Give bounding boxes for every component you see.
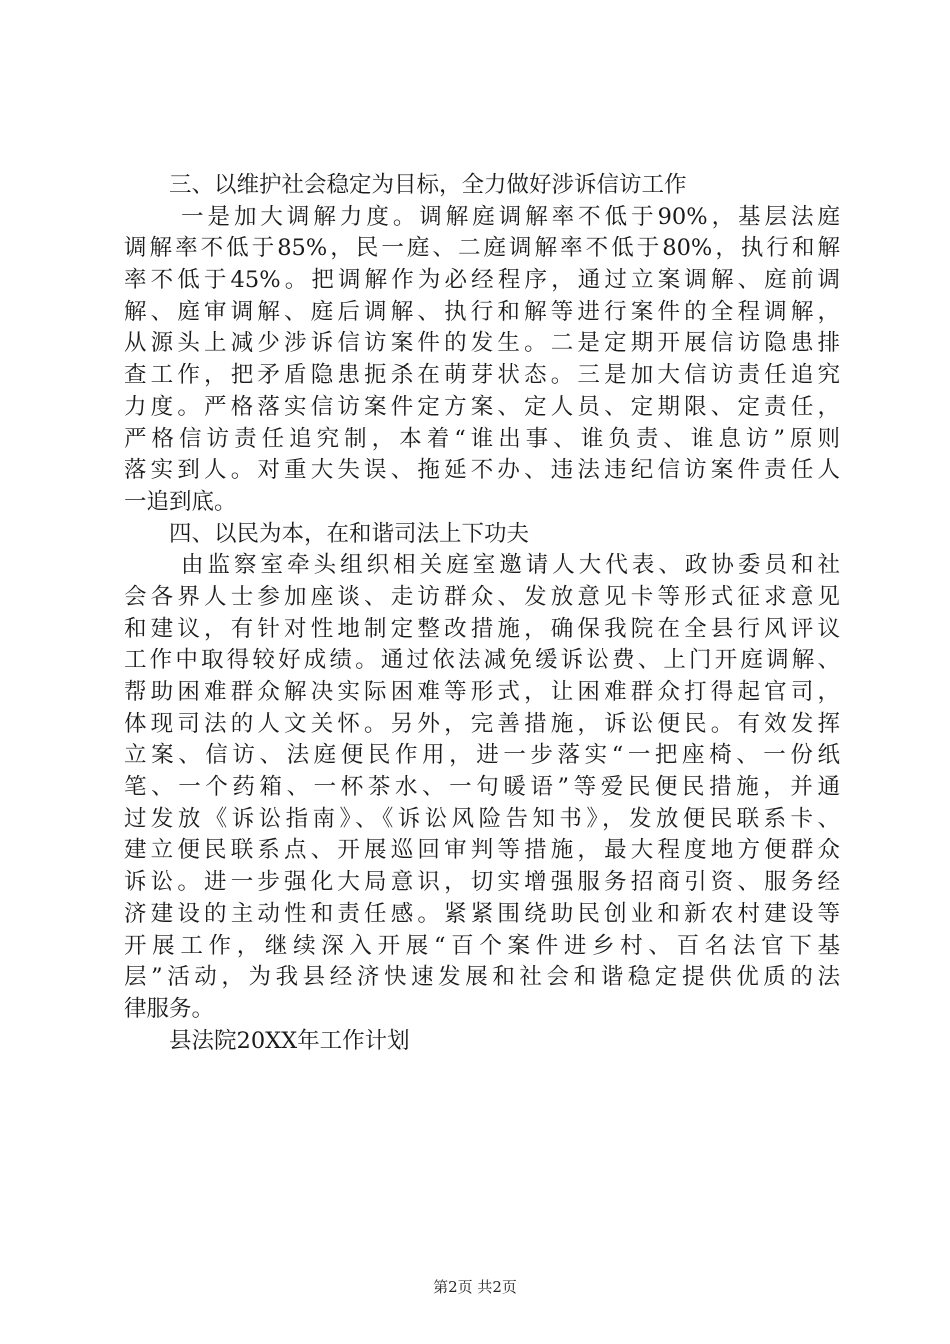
document-body (124, 170, 840, 1057)
paragraph-line: 济建设的主动性和责任感。紧紧围绕助民创业和新农村建设等 (124, 900, 840, 927)
page-number-footer: 第2页 共2页 (433, 1278, 517, 1296)
paragraph-line: 落实到人。对重大失误、拖延不办、违法违纪信访案件责任人 (124, 457, 840, 484)
paragraph-line: 工作中取得较好成绩。通过依法减免缓诉讼费、上门开庭调解、 (124, 647, 840, 674)
paragraph-line: 会各界人士参加座谈、走访群众、发放意见卡等形式征求意见 (124, 583, 840, 610)
section-heading-3: 三、以维护社会稳定为目标，全力做好涉诉信访工作 (169, 172, 687, 198)
paragraph-line: 调解率不低于85%，民一庭、二庭调解率不低于80%，执行和解 (124, 235, 840, 262)
paragraph-line: 力度。严格落实信访案件定方案、定人员、定期限、定责任， (124, 393, 840, 420)
paragraph-line: 律服务。 (124, 995, 215, 1022)
paragraph-line: 帮助困难群众解决实际困难等形式，让困难群众打得起官司， (124, 679, 840, 705)
paragraph-line: 诉讼。进一步强化大局意识，切实增强服务招商引资、服务经 (124, 869, 840, 896)
paragraph-line: 一是加大调解力度。调解庭调解率不低于90%，基层法庭 (181, 203, 840, 230)
paragraph-line: 立案、信访、法庭便民作用，进一步落实“一把座椅、一份纸 (124, 742, 840, 769)
paragraph-line: 建立便民联系点、开展巡回审判等措施，最大程度地方便群众 (124, 837, 840, 864)
paragraph-line: 笔、一个药箱、一杯茶水、一句暖语”等爱民便民措施，并通 (124, 774, 840, 801)
paragraph-line: 查工作，把矛盾隐患扼杀在萌芽状态。三是加大信访责任追究 (124, 362, 840, 389)
paragraph-line: 层”活动，为我县经济快速发展和社会和谐稳定提供优质的法 (124, 964, 840, 991)
paragraph-line: 和建议，有针对性地制定整改措施，确保我院在全县行风评议 (124, 615, 840, 642)
paragraph-line: 率不低于45%。把调解作为必经程序，通过立案调解、庭前调 (124, 267, 840, 294)
paragraph-line: 解、庭审调解、庭后调解、执行和解等进行案件的全程调解， (124, 298, 840, 325)
paragraph-line: 开展工作，继续深入开展“百个案件进乡村、百名法官下基 (124, 932, 840, 959)
paragraph-line: 过发放《诉讼指南》、《诉讼风险告知书》，发放便民联系卡、 (124, 805, 840, 832)
paragraph-line: 严格信访责任追究制，本着“谁出事、谁负责、谁息访”原则 (124, 425, 840, 452)
section-heading-4: 四、以民为本，在和谐司法上下功夫 (169, 520, 530, 547)
paragraph-line: 体现司法的人文关怀。另外，完善措施，诉讼便民。有效发挥 (124, 710, 840, 737)
paragraph-line: 一追到底。 (124, 488, 237, 515)
document-title-line: 县法院20XX年工作计划 (169, 1027, 410, 1054)
paragraph-line: 由监察室牵头组织相关庭室邀请人大代表、政协委员和社 (181, 552, 840, 579)
paragraph-line: 从源头上减少涉诉信访案件的发生。二是定期开展信访隐患排 (124, 330, 840, 357)
